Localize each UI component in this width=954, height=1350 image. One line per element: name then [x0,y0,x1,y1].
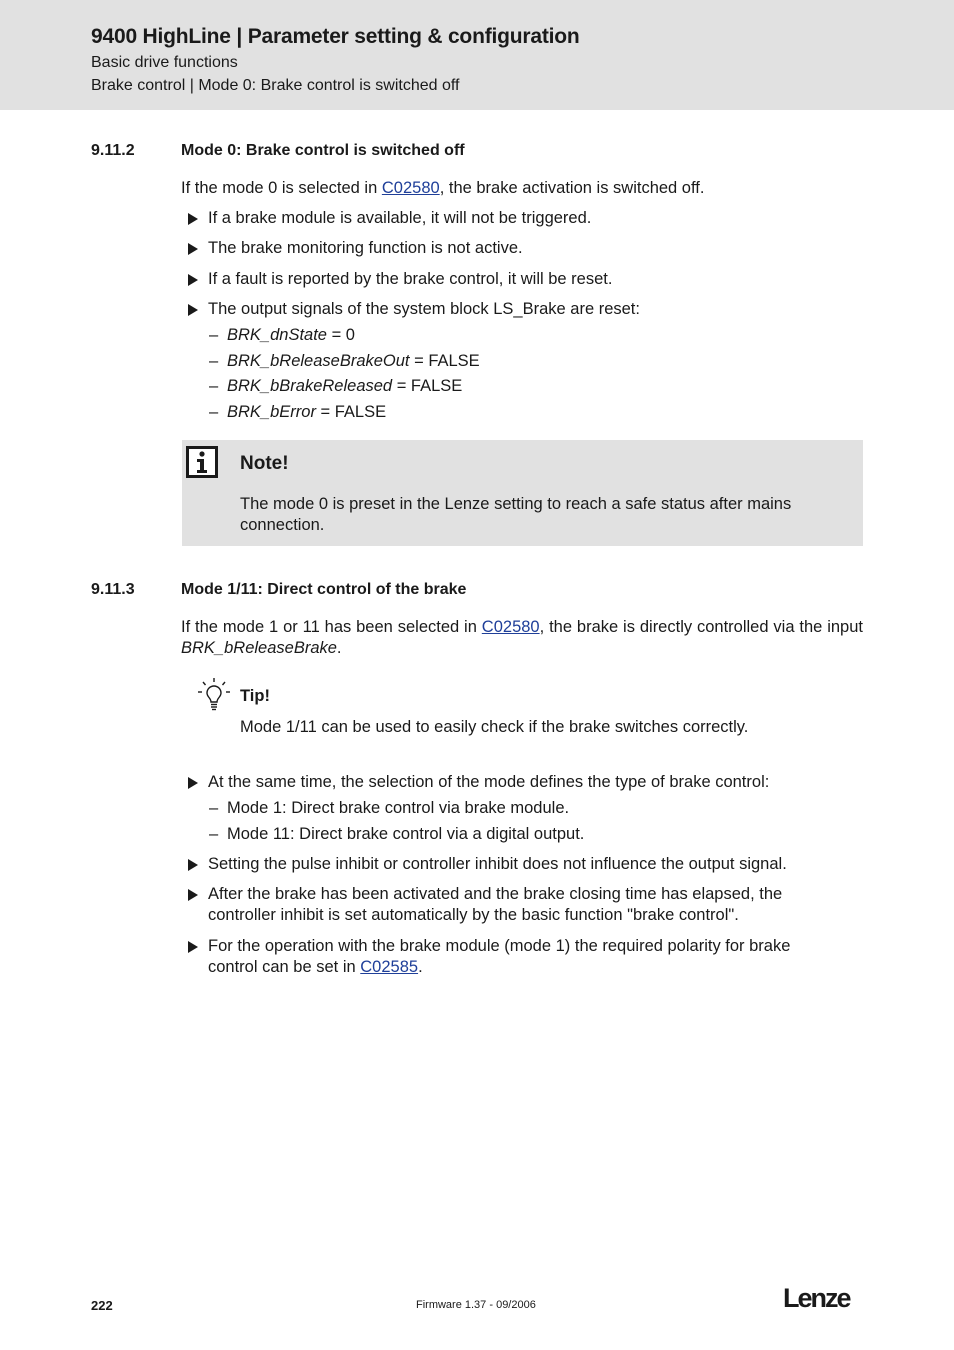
bullet-triangle-icon [188,243,198,255]
bullet-triangle-icon [188,274,198,286]
signal-name: BRK_bBrakeReleased [227,377,393,395]
bullet-triangle-icon [188,941,198,953]
parameter-link-c02580[interactable]: C02580 [481,618,540,636]
bullet-triangle-icon [188,889,198,901]
intro-text: If the mode 0 is selected in [181,179,382,197]
bullet-triangle-icon [188,777,198,789]
signal-name: BRK_bReleaseBrakeOut [227,352,410,370]
section-number: 9.11.2 [91,142,135,159]
signal-name: BRK_bError [227,403,316,421]
signal-name: BRK_dnState [227,326,327,344]
firmware-version: Firmware 1.37 - 09/2006 [416,1299,536,1311]
info-icon [186,446,218,478]
note-title: Note! [240,453,289,474]
section-heading: Mode 0: Brake control is switched off [181,142,465,159]
section-intro [181,178,863,199]
note-text: The mode 0 is preset in the Lenze setting to reach a safe status after mains connection. [240,495,792,534]
intro-text-end: , the brake activation is switched off. [439,179,705,197]
tip-title: Tip! [240,687,270,705]
header-section: Brake control | Mode 0: Brake control is switched off [91,77,460,94]
lightbulb-icon [196,677,232,713]
section-intro: If the mode 1 or 11 has been selected in C02580, the brake is directly controlled via the input BRK_bReleaseBrake. [181,618,863,657]
signal-name: BRK_bReleaseBrake [181,639,337,657]
header-chapter: Basic drive functions [91,54,238,71]
bullet-triangle-icon [188,304,198,316]
bullet-triangle-icon [188,859,198,871]
page-header [0,0,954,110]
section-heading: Mode 1/11: Direct control of the brake [181,581,467,598]
parameter-link-c02585[interactable]: C02585 [360,958,419,976]
document-title: 9400 HighLine | Parameter setting & configuration [91,25,580,48]
page-number: 222 [91,1298,113,1313]
tip-text: Mode 1/11 can be used to easily check if the brake switches correctly. [240,718,749,736]
lenze-logo: Lenze [783,1283,850,1313]
parameter-link-c02580[interactable]: C02580 [381,179,440,197]
bullet-triangle-icon [188,213,198,225]
section-number: 9.11.3 [91,581,135,598]
note-box [182,440,863,546]
